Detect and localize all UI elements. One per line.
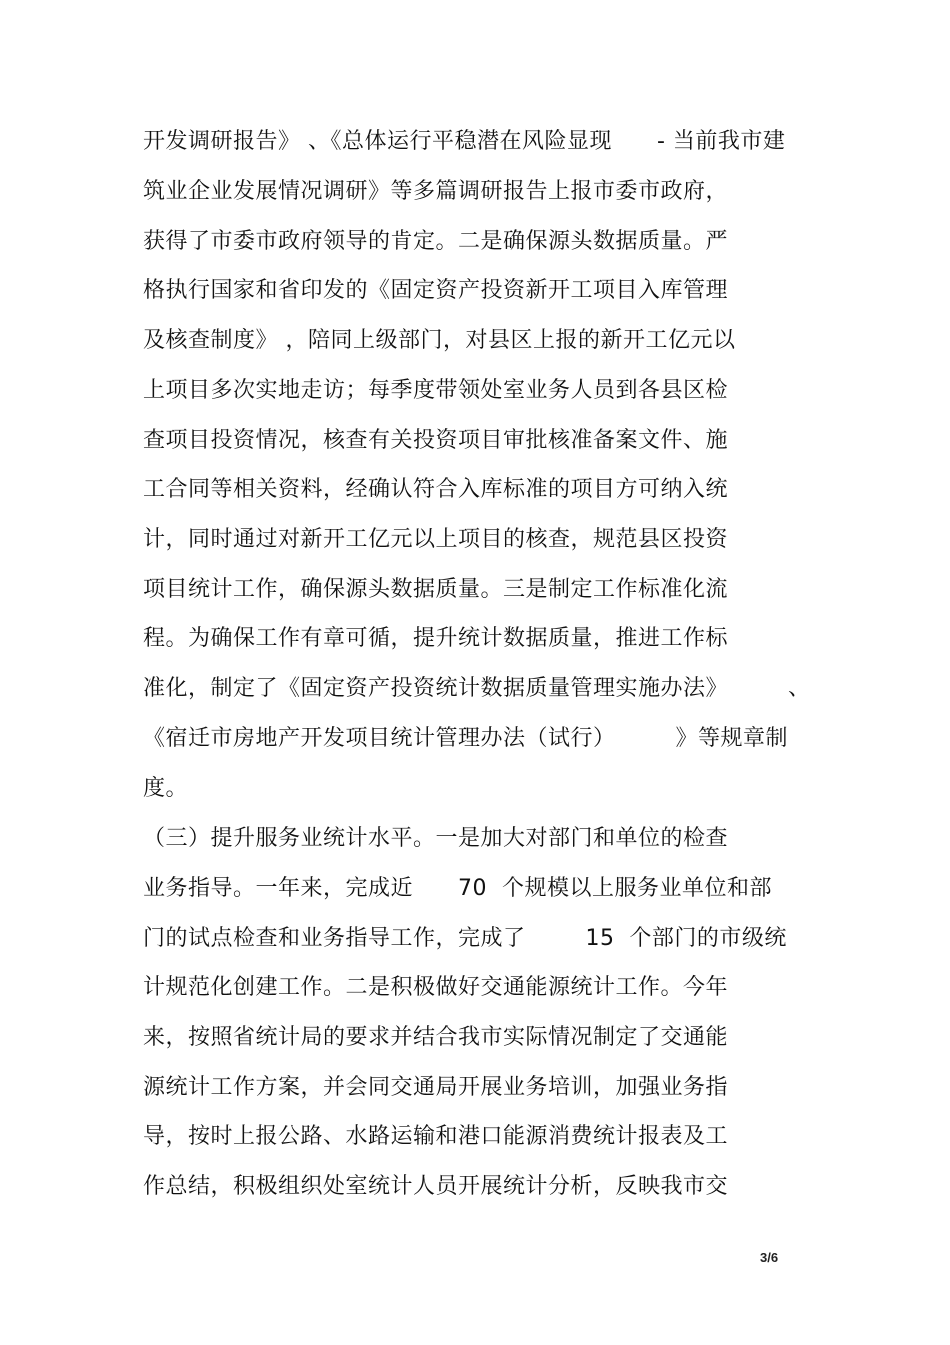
text-line: 工合同等相关资料，经确认符合入库标准的项目方可纳入统 bbox=[143, 477, 729, 502]
text-line: 准化，制定了《固定资产投资统计数据质量管理实施办法》 、 bbox=[143, 676, 811, 701]
text-line: 业务指导。一年来，完成近 70 个规模以上服务业单位和部 bbox=[143, 876, 772, 901]
text-line: 度。 bbox=[143, 776, 189, 801]
text-line: 导，按时上报公路、水路运输和港口能源消费统计报表及工 bbox=[143, 1124, 729, 1149]
text-line: 程。为确保工作有章可循，提升统计数据质量，推进工作标 bbox=[143, 626, 729, 651]
text-line: 《宿迁市房地产开发项目统计管理办法（试行） 》等规章制 bbox=[143, 726, 788, 751]
text-line: 获得了市委市政府领导的肯定。二是确保源头数据质量。严 bbox=[143, 229, 729, 254]
text-line: 查项目投资情况，核查有关投资项目审批核准备案文件、施 bbox=[143, 428, 729, 453]
text-line: 上项目多次实地走访；每季度带领处室业务人员到各县区检 bbox=[143, 378, 729, 403]
text-line: 作总结，积极组织处室统计人员开展统计分析，反映我市交 bbox=[143, 1174, 729, 1199]
text-line: 门的试点检查和业务指导工作，完成了 15 个部门的市级统 bbox=[143, 926, 787, 951]
text-line: 项目统计工作，确保源头数据质量。三是制定工作标准化流 bbox=[143, 577, 729, 602]
text-line: 源统计工作方案，并会同交通局开展业务培训，加强业务指 bbox=[143, 1075, 729, 1100]
text-line: 筑业企业发展情况调研》等多篇调研报告上报市委市政府， bbox=[143, 179, 729, 204]
page-number: 3/6 bbox=[760, 1250, 779, 1265]
text-line: 及核查制度》 ，陪同上级部门，对县区上报的新开工亿元以 bbox=[143, 328, 736, 353]
text-line: 计，同时通过对新开工亿元以上项目的核查，规范县区投资 bbox=[143, 527, 729, 552]
text-line: 格执行国家和省印发的《固定资产投资新开工项目入库管理 bbox=[143, 278, 729, 303]
text-line: 来，按照省统计局的要求并结合我市实际情况制定了交通能 bbox=[143, 1025, 729, 1050]
text-line: 计规范化创建工作。二是积极做好交通能源统计工作。今年 bbox=[143, 975, 729, 1000]
text-line: （三）提升服务业统计水平。一是加大对部门和单位的检查 bbox=[143, 826, 729, 851]
text-line: 开发调研报告》 、《总体运行平稳潜在风险显现 - 当前我市建 bbox=[143, 129, 786, 154]
